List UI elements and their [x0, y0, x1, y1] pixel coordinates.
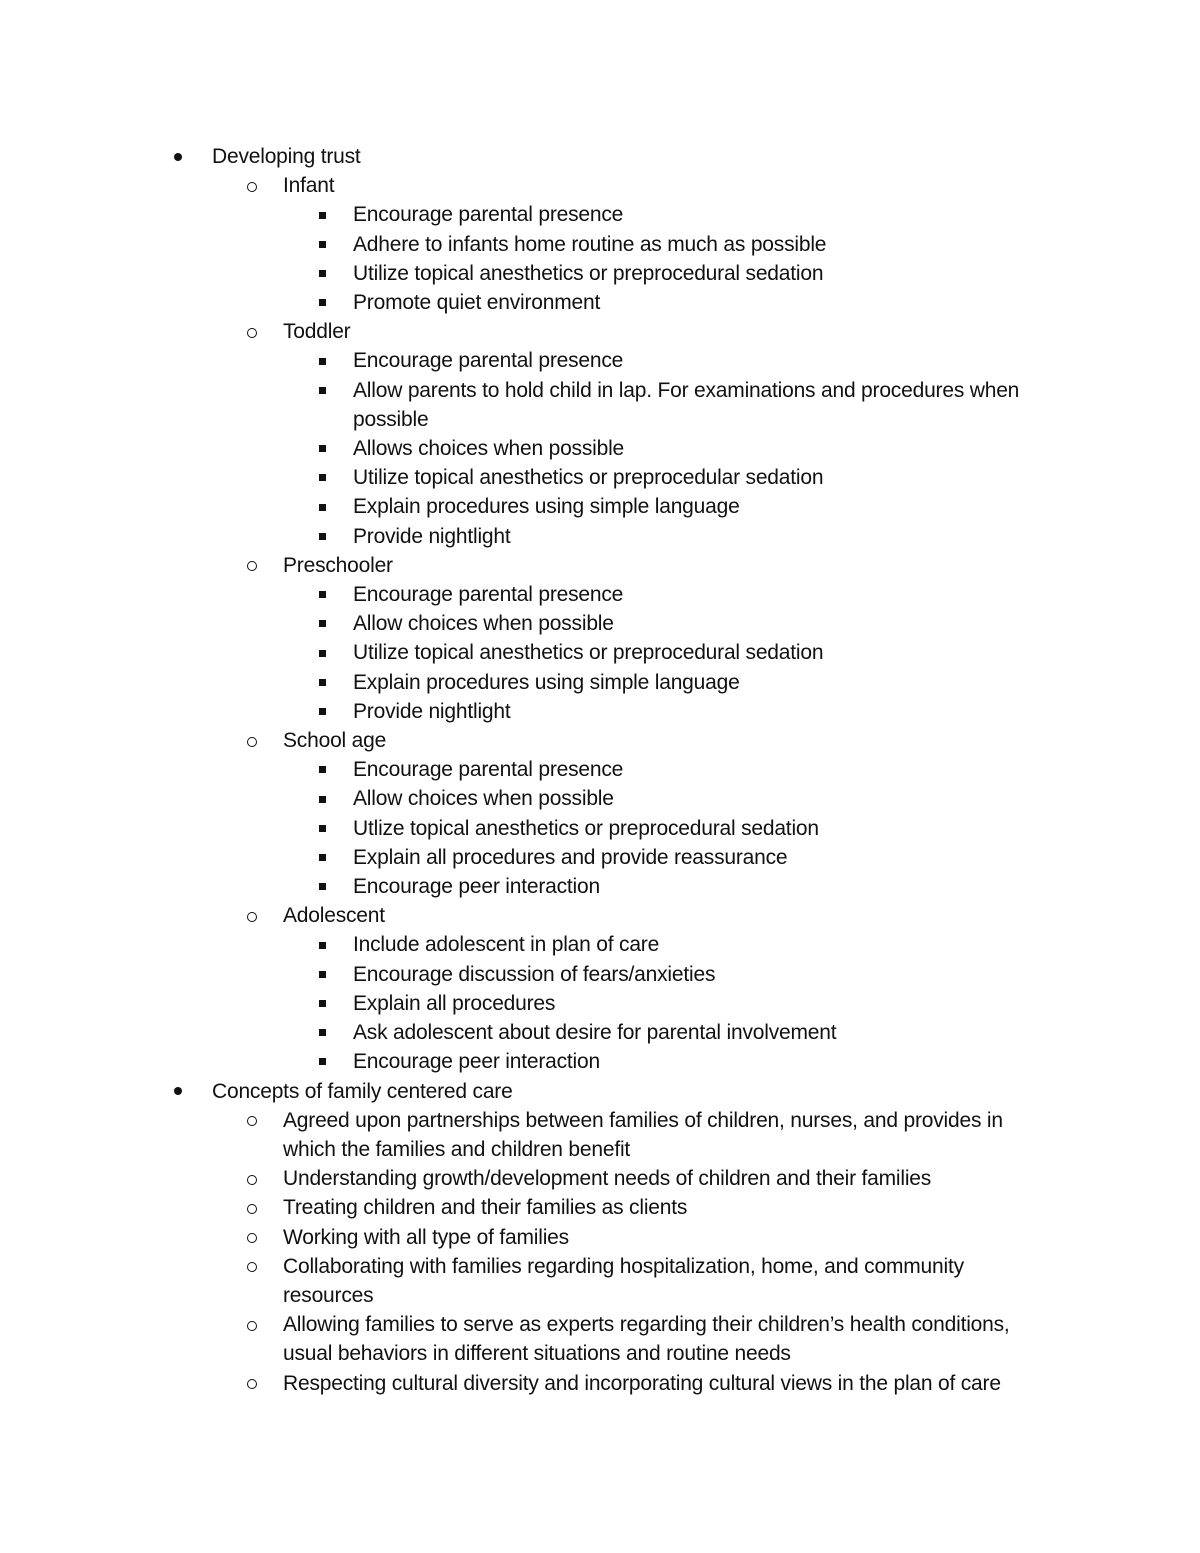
list-item: Allow choices when possible — [0, 609, 1200, 638]
bullet-square-icon — [319, 697, 326, 726]
bullet-square-icon — [319, 522, 326, 551]
list-item: Allow parents to hold child in lap. For examinations and procedures when possible — [0, 376, 1200, 434]
bullet-circle-icon — [247, 1164, 257, 1193]
bullet-square-icon — [319, 288, 326, 317]
bullet-circle-icon — [247, 1369, 257, 1398]
bullet-square-icon — [319, 609, 326, 638]
bullet-circle-icon — [247, 551, 257, 580]
bullet-square-icon — [319, 668, 326, 697]
list-item: Utilize topical anesthetics or preprocedural sedation — [0, 259, 1200, 288]
bullet-square-icon — [319, 1047, 326, 1076]
group-heading: Adolescent — [283, 904, 385, 928]
list-item: Explain procedures using simple language — [0, 668, 1200, 697]
list-item: Treating children and their families as clients — [0, 1193, 1200, 1222]
group-toddler — [0, 317, 1200, 551]
list-item: Encourage parental presence — [0, 346, 1200, 375]
group-heading: School age — [283, 729, 387, 753]
bullet-square-icon — [319, 1018, 326, 1047]
list-item: Provide nightlight — [0, 697, 1200, 726]
group-infant — [0, 171, 1200, 317]
group-heading: Preschooler — [283, 553, 393, 577]
bullet-circle-icon — [247, 1193, 257, 1222]
list-item: Explain all procedures — [0, 989, 1200, 1018]
bullet-circle-icon — [247, 1223, 257, 1252]
bullet-square-icon — [319, 376, 326, 405]
bullet-square-icon — [319, 492, 326, 521]
bullet-circle-icon — [247, 317, 257, 346]
bullet-disc-icon — [174, 1077, 182, 1106]
bullet-square-icon — [319, 463, 326, 492]
list-item: Encourage discussion of fears/anxieties — [0, 960, 1200, 989]
group-heading: Infant — [283, 174, 335, 198]
group-preschooler — [0, 551, 1200, 726]
list-item: Promote quiet environment — [0, 288, 1200, 317]
bullet-square-icon — [319, 434, 326, 463]
list-item: Ask adolescent about desire for parental involvement — [0, 1018, 1200, 1047]
list-item: Include adolescent in plan of care — [0, 930, 1200, 959]
outline-list — [0, 142, 1200, 1398]
section-family-centered-care — [0, 1077, 1200, 1398]
list-item: Respecting cultural diversity and incorporating cultural views in the plan of care — [0, 1369, 1200, 1398]
list-item: Utilize topical anesthetics or preprocedural sedation — [0, 638, 1200, 667]
list-item: Agreed upon partnerships between families of children, nurses, and provides in which the families and children benefit — [0, 1106, 1200, 1164]
bullet-square-icon — [319, 755, 326, 784]
list-item: Encourage parental presence — [0, 755, 1200, 784]
list-item: Encourage peer interaction — [0, 872, 1200, 901]
list-item: Explain procedures using simple language — [0, 492, 1200, 521]
bullet-square-icon — [319, 200, 326, 229]
bullet-square-icon — [319, 989, 326, 1018]
bullet-circle-icon — [247, 1106, 257, 1135]
bullet-square-icon — [319, 580, 326, 609]
section-developing-trust — [0, 142, 1200, 1077]
bullet-square-icon — [319, 784, 326, 813]
bullet-square-icon — [319, 960, 326, 989]
bullet-circle-icon — [247, 171, 257, 200]
list-item: Encourage parental presence — [0, 580, 1200, 609]
list-item: Encourage peer interaction — [0, 1047, 1200, 1076]
bullet-circle-icon — [247, 1252, 257, 1281]
list-item: Allows choices when possible — [0, 434, 1200, 463]
list-item: Allowing families to serve as experts regarding their children’s health conditions, usual behaviors in different situations and routine needs — [0, 1310, 1200, 1368]
bullet-disc-icon — [174, 142, 182, 171]
list-item: Utilize topical anesthetics or preprocedular sedation — [0, 463, 1200, 492]
list-item: Collaborating with families regarding hospitalization, home, and community resources — [0, 1252, 1200, 1310]
list-item: Encourage parental presence — [0, 200, 1200, 229]
bullet-square-icon — [319, 843, 326, 872]
list-item: Explain all procedures and provide reassurance — [0, 843, 1200, 872]
bullet-square-icon — [319, 230, 326, 259]
list-item: Provide nightlight — [0, 522, 1200, 551]
group-school-age — [0, 726, 1200, 901]
group-heading: Toddler — [283, 320, 351, 344]
list-item: Adhere to infants home routine as much as possible — [0, 230, 1200, 259]
bullet-square-icon — [319, 930, 326, 959]
bullet-square-icon — [319, 259, 326, 288]
list-item: Allow choices when possible — [0, 784, 1200, 813]
section-heading: Developing trust — [212, 145, 361, 168]
bullet-circle-icon — [247, 901, 257, 930]
bullet-square-icon — [319, 638, 326, 667]
list-item: Utlize topical anesthetics or preprocedural sedation — [0, 814, 1200, 843]
bullet-square-icon — [319, 872, 326, 901]
list-item: Working with all type of families — [0, 1223, 1200, 1252]
bullet-circle-icon — [247, 726, 257, 755]
bullet-circle-icon — [247, 1310, 257, 1339]
bullet-square-icon — [319, 814, 326, 843]
bullet-square-icon — [319, 346, 326, 375]
list-item: Understanding growth/development needs of children and their families — [0, 1164, 1200, 1193]
section-heading: Concepts of family centered care — [212, 1079, 513, 1103]
group-adolescent — [0, 901, 1200, 1076]
